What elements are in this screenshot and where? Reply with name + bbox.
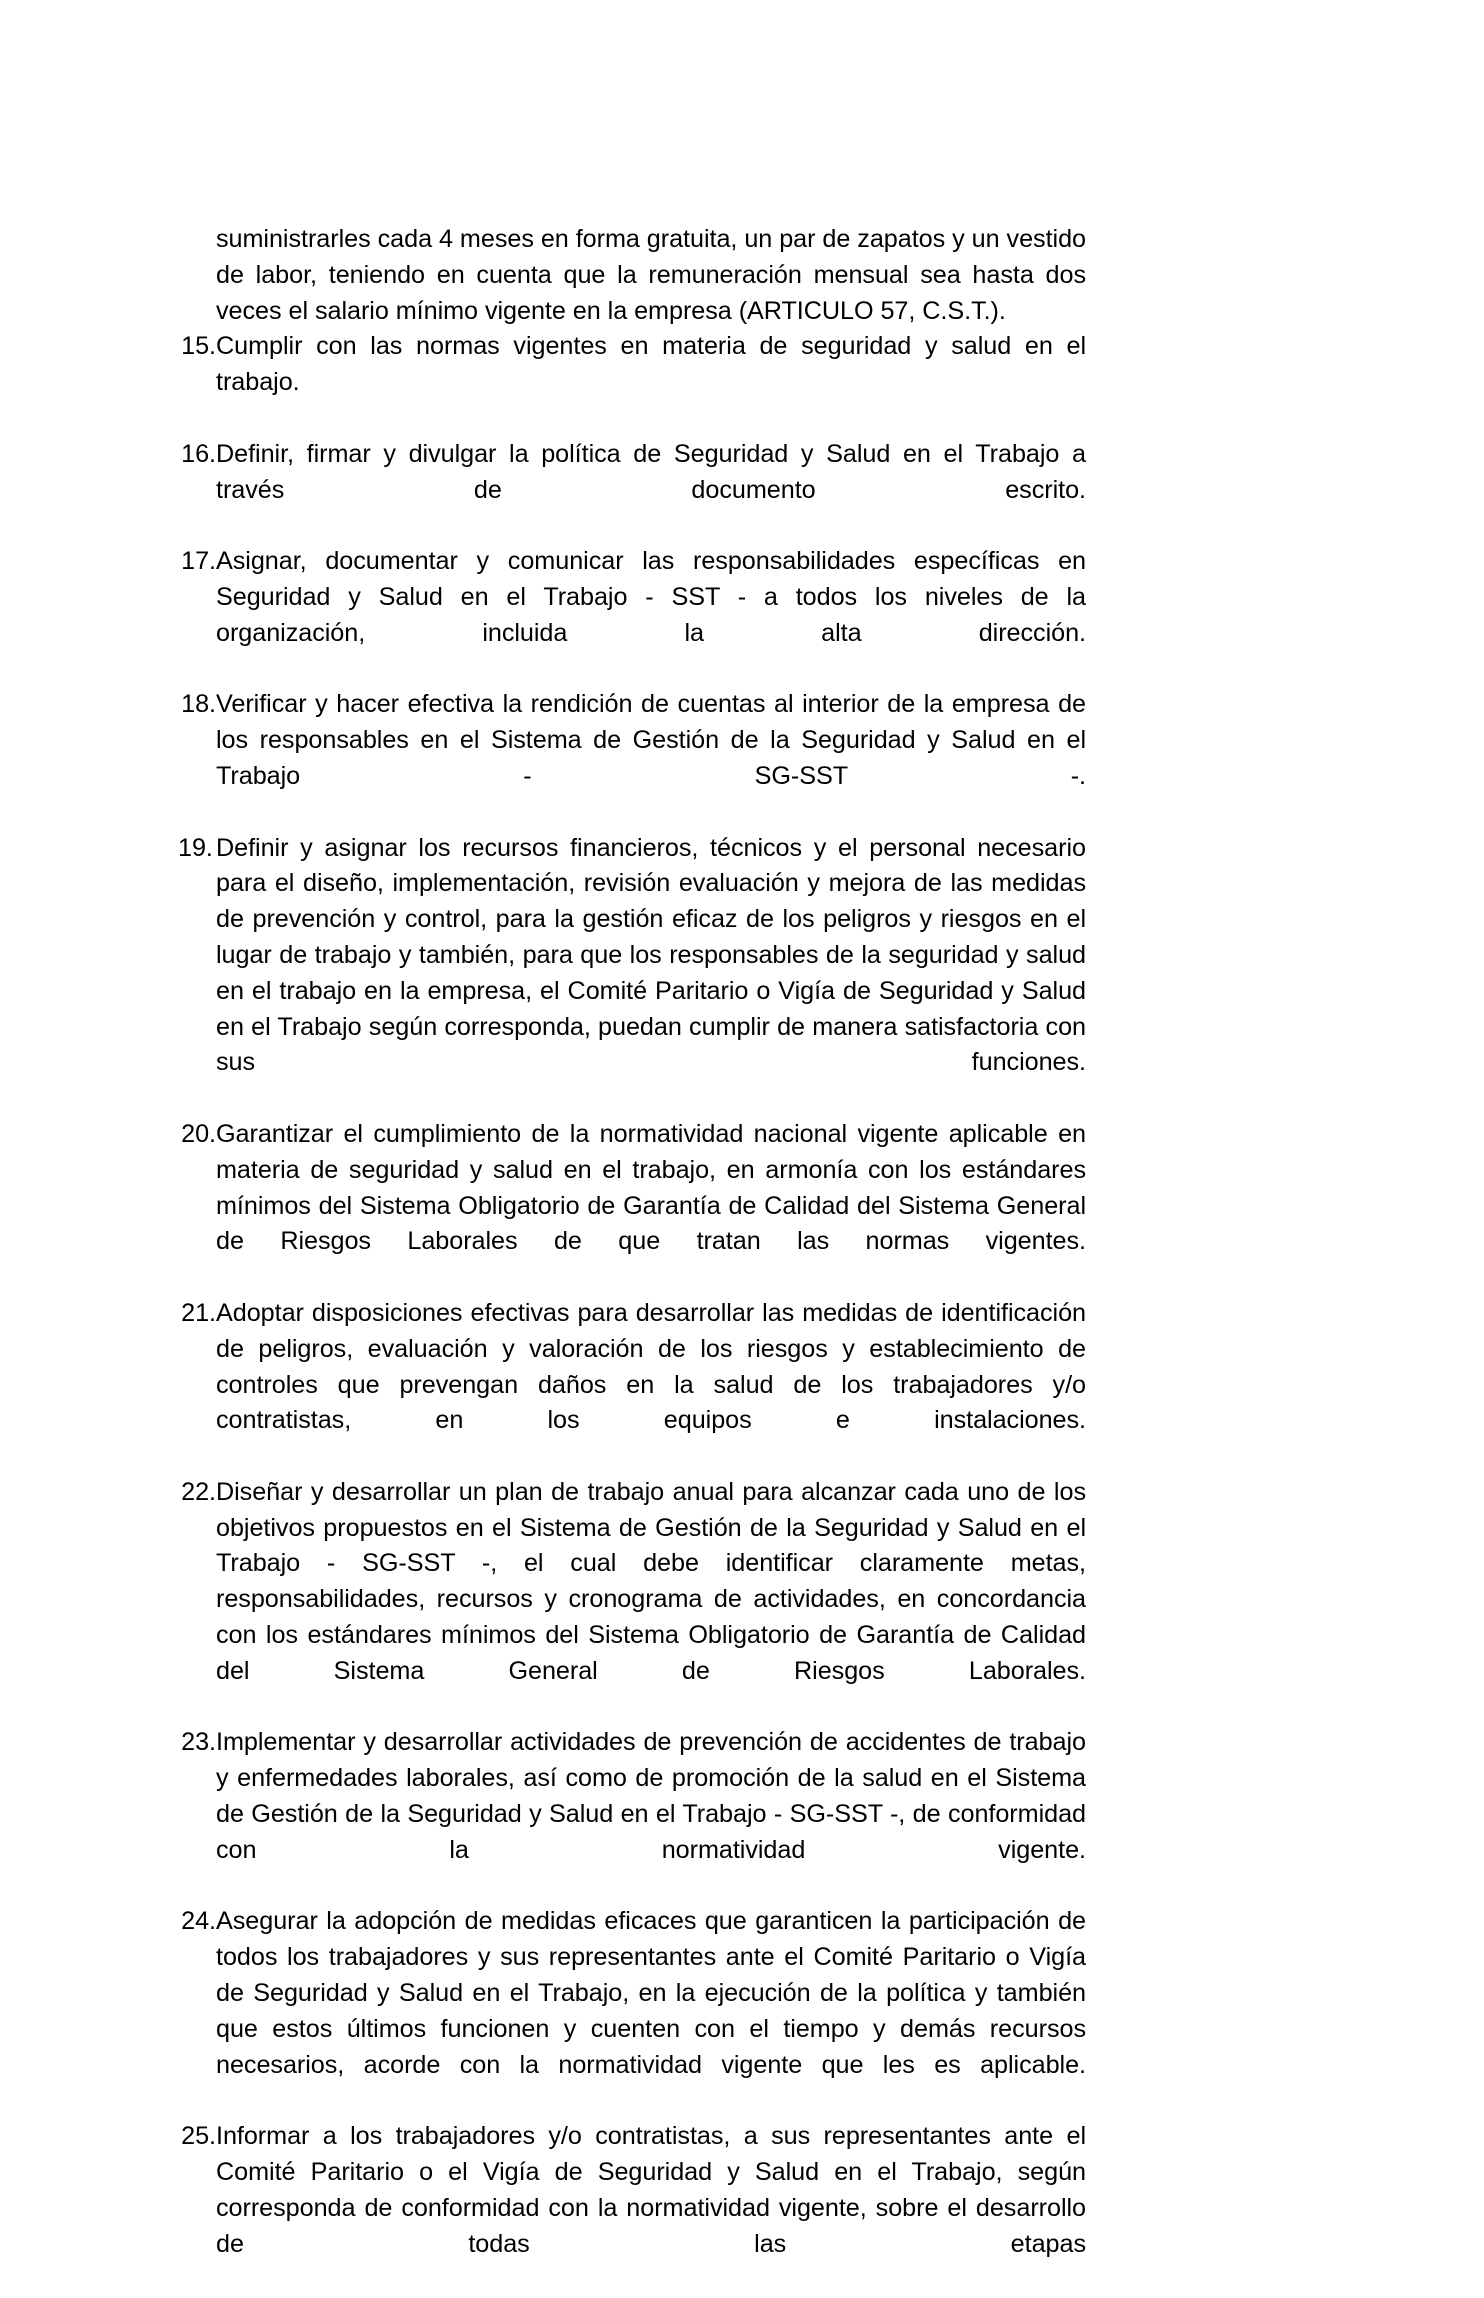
list-item-text: Definir, firmar y divulgar la política de Seguridad y Salud en el Trabajo a través de documento escrito. [216,439,1086,504]
list-item [178,544,1086,687]
list-item [178,1904,1086,2119]
list-item-marker: 24. [181,1907,216,1936]
list-item [178,1296,1086,1475]
list-item-marker: 18. [181,690,216,719]
list-item [178,1117,1086,1296]
list-item-text: Definir y asignar los recursos financieros, técnicos y el personal necesario para el diseño, implementación, revisión evaluación y mejora de las medidas de prevención y control, para la gestión eficaz de los peligros y riesgos en el lugar de trabajo y también, para que los responsables de la seguridad y salud en el trabajo en la empresa, el Comité Paritario o Vigía de Seguridad y Salud en el Trabajo según corresponda, puedan cumplir de manera satisfactoria con sus funciones. [216,833,1086,1077]
page-content [178,222,1086,2298]
list-item-marker: 20. [181,1119,216,1148]
list-item-text: Asegurar la adopción de medidas eficaces que garanticen la participación de todos los trabajadores y sus representantes ante el Comité Paritario o Vigía de Seguridad y Salud en el Trabajo, en la ejecución de la política y también que estos últimos funcionen y cuenten con el tiempo y demás recursos necesarios, acorde con la normatividad vigente que les es aplicable. [216,1907,1086,2079]
list-item-text: Verificar y hacer efectiva la rendición de cuentas al interior de la empresa de los responsables en el Sistema de Gestión de la Seguridad y Salud en el Trabajo - SG-SST -. [216,690,1086,790]
list-item-marker: 19. [178,833,220,862]
list-item-marker: 23. [181,1728,216,1757]
list-item-text: Asignar, documentar y comunicar las responsabilidades específicas en Seguridad y Salud en el Trabajo - SST - a todos los niveles de la organización, incluida la alta dirección. [216,547,1086,647]
list-item-marker: 17. [181,547,216,576]
list-item [178,437,1086,544]
list-item [178,1725,1086,1904]
list-item-marker: 15. [181,332,216,361]
list-item-text: Diseñar y desarrollar un plan de trabajo anual para alcanzar cada uno de los objetivos propuestos en el Sistema de Gestión de la Seguridad y Salud en el Trabajo - SG-SST -, el cual debe identificar claramente metas, responsabilidades, recursos y cronograma de actividades, en concordancia con los estándares mínimos del Sistema Obligatorio de Garantía de Calidad del Sistema General de Riesgos Laborales. [216,1477,1086,1685]
list-item [178,329,1086,436]
list-item-marker: 16. [181,439,216,468]
list-item [178,2119,1086,2298]
list-item [178,831,1086,1117]
list-item-text: Garantizar el cumplimiento de la normatividad nacional vigente aplicable en materia de seguridad y salud en el trabajo, en armonía con los estándares mínimos del Sistema Obligatorio de Garantía de Calidad del Sistema General de Riesgos Laborales de que tratan las normas vigentes. [216,1119,1086,1256]
list-item-marker: 22. [181,1477,216,1506]
continued-paragraph: suministrarles cada 4 meses en forma gratuita, un par de zapatos y un vestido de labor, teniendo en cuenta que la remuneración mensual sea hasta dos veces el salario mínimo vigente en la empresa (ARTICULO 57, C.S.T.). [216,225,1086,325]
list-item [178,1475,1086,1726]
list-item-text: Adoptar disposiciones efectivas para desarrollar las medidas de identificación de peligros, evaluación y valoración de los riesgos y establecimiento de controles que prevengan daños en la salud de los trabajadores y/o contratistas, en los equipos e instalaciones. [216,1298,1086,1435]
list-item-text: Implementar y desarrollar actividades de prevención de accidentes de trabajo y enfermedades laborales, así como de promoción de la salud en el Sistema de Gestión de la Seguridad y Salud en el Trabajo - SG-SST -, de conformidad con la normatividad vigente. [216,1728,1086,1864]
list-item [178,687,1086,830]
list-item-text: Informar a los trabajadores y/o contratistas, a sus representantes ante el Comité Paritario o el Vigía de Seguridad y Salud en el Trabajo, según corresponda de conformidad con la normatividad vigente, sobre el desarrollo de todas las etapas [216,2122,1086,2258]
list-item-marker: 21. [181,1298,216,1327]
obligations-list [178,329,1086,2298]
list-item-marker: 25. [181,2122,216,2151]
list-item-text: Cumplir con las normas vigentes en materia de seguridad y salud en el trabajo. [216,332,1086,397]
